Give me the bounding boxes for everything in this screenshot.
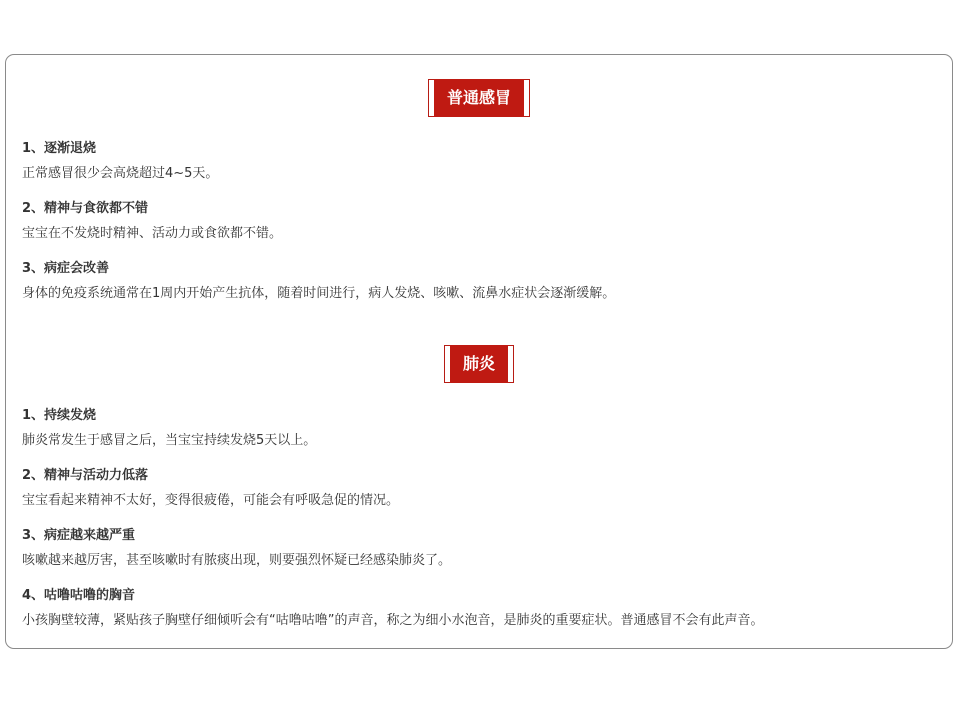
list-item — [22, 201, 282, 242]
content-card — [5, 54, 953, 649]
list-item — [22, 408, 316, 449]
item-text: 肺炎常发生于感冒之后，当宝宝持续发烧5天以上。 — [22, 433, 317, 448]
item-heading: 4、咕噜咕噜的胸音 — [22, 588, 136, 603]
section-title-pneumonia-wrap — [6, 345, 952, 383]
item-heading: 2、精神与食欲都不错 — [22, 201, 149, 216]
item-text: 小孩胸壁较薄，紧贴孩子胸壁仔细倾听会有“咕噜咕噜”的声音，称之为细小水泡音，是肺炎的重要症状。普通感冒不会有此声音。 — [22, 613, 764, 628]
item-heading: 1、逐渐退烧 — [22, 141, 97, 156]
item-text: 宝宝看起来精神不太好，变得很疲倦，可能会有呼吸急促的情况。 — [22, 493, 400, 508]
section-title: 肺炎 — [450, 345, 508, 383]
list-item — [22, 588, 763, 629]
list-item — [22, 528, 451, 569]
item-text: 身体的免疫系统通常在1周内开始产生抗体，随着时间进行，病人发烧、咳嗽、流鼻水症状会逐渐缓解。 — [22, 286, 616, 301]
item-heading: 3、病症会改善 — [22, 261, 110, 276]
list-item — [22, 468, 399, 509]
item-heading: 2、精神与活动力低落 — [22, 468, 149, 483]
section-title-frame — [444, 345, 514, 383]
item-text: 宝宝在不发烧时精神、活动力或食欲都不错。 — [22, 226, 283, 241]
item-heading: 3、病症越来越严重 — [22, 528, 136, 543]
section-title: 普通感冒 — [434, 79, 524, 117]
item-heading: 1、持续发烧 — [22, 408, 97, 423]
item-text: 咳嗽越来越厉害，甚至咳嗽时有脓痰出现，则要强烈怀疑已经感染肺炎了。 — [22, 553, 452, 568]
section-title-common-cold-wrap — [6, 79, 952, 117]
list-item — [22, 141, 218, 182]
list-item — [22, 261, 615, 302]
item-text: 正常感冒很少会高烧超过4~5天。 — [22, 166, 219, 181]
section-title-frame — [428, 79, 530, 117]
